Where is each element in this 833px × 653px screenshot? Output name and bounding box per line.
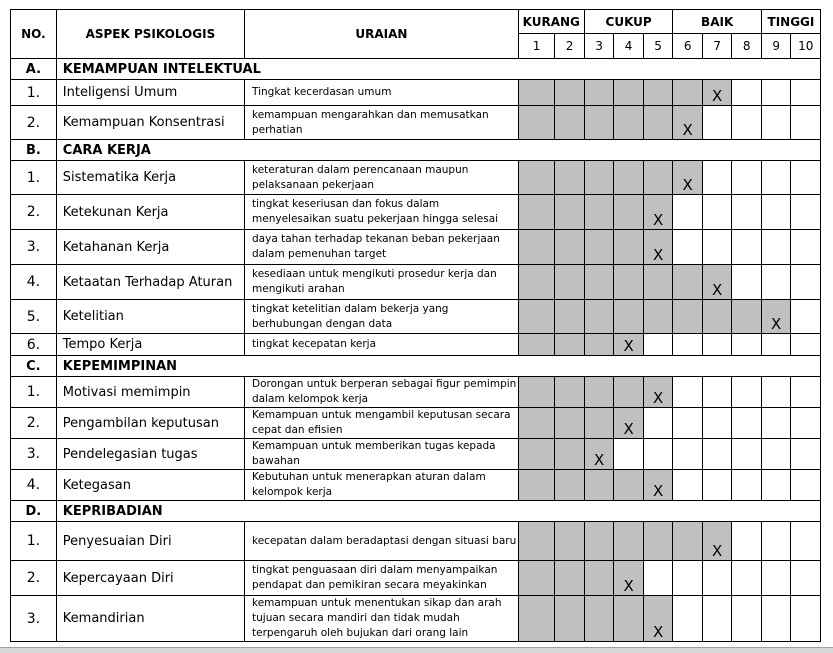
aspect-description: daya tahan terhadap tekanan beban pekerjaan dalam pemenuhan target xyxy=(245,230,519,265)
section-row xyxy=(11,59,821,80)
score-mark: X xyxy=(712,542,723,560)
header-aspek: ASPEK PSIKOLOGIS xyxy=(56,10,244,59)
score-cell-10 xyxy=(791,408,821,439)
row-number: 3. xyxy=(11,596,57,642)
score-cell-7 xyxy=(702,265,732,300)
score-cell-8 xyxy=(732,408,762,439)
score-mark: X xyxy=(712,87,723,105)
score-mark: X xyxy=(652,211,664,229)
score-cell-6 xyxy=(673,300,703,334)
score-cell-10 xyxy=(791,334,821,356)
score-cell-7 xyxy=(702,300,732,334)
score-cell-8 xyxy=(732,161,762,195)
row-number: 2. xyxy=(11,408,57,439)
score-cell-4 xyxy=(614,161,644,195)
scale-3: 3 xyxy=(584,34,614,59)
score-cell-3 xyxy=(584,230,614,265)
score-cell-2 xyxy=(555,470,585,501)
header-tinggi: TINGGI xyxy=(761,10,820,34)
score-cell-3 xyxy=(584,265,614,300)
scale-4: 4 xyxy=(614,34,644,59)
score-cell-4 xyxy=(614,408,644,439)
score-cell-9 xyxy=(761,195,791,230)
score-cell-8 xyxy=(732,377,762,408)
score-cell-3 xyxy=(584,334,614,356)
score-cell-3 xyxy=(584,561,614,596)
score-mark: X xyxy=(682,176,693,194)
score-cell-8 xyxy=(732,265,762,300)
table-row xyxy=(11,377,821,408)
score-cell-6 xyxy=(673,334,703,356)
score-cell-7 xyxy=(702,195,732,230)
section-row xyxy=(11,356,821,377)
aspect-description: Kebutuhan untuk menerapkan aturan dalam kelompok kerja xyxy=(245,470,519,501)
aspect-name: Pengambilan keputusan xyxy=(56,408,244,439)
score-cell-9 xyxy=(761,596,791,642)
score-cell-3 xyxy=(584,161,614,195)
section-title: KEPRIBADIAN xyxy=(56,501,518,522)
table-row xyxy=(11,265,821,300)
score-mark: X xyxy=(623,577,634,595)
aspect-description: kecepatan dalam beradaptasi dengan situasi baru xyxy=(245,522,519,561)
score-cell-7 xyxy=(702,561,732,596)
score-cell-3 xyxy=(584,439,614,470)
score-mark: X xyxy=(652,623,664,641)
scale-1: 1 xyxy=(518,34,555,59)
aspect-name: Tempo Kerja xyxy=(56,334,244,356)
score-cell-8 xyxy=(732,80,762,106)
score-cell-6 xyxy=(673,470,703,501)
score-cell-1 xyxy=(518,80,555,106)
scale-2: 2 xyxy=(555,34,585,59)
score-cell-10 xyxy=(791,470,821,501)
section-number: D. xyxy=(11,501,57,522)
score-cell-4 xyxy=(614,106,644,140)
row-number: 4. xyxy=(11,470,57,501)
row-number: 2. xyxy=(11,106,57,140)
score-cell-10 xyxy=(791,561,821,596)
row-number: 2. xyxy=(11,561,57,596)
score-cell-6 xyxy=(673,439,703,470)
score-mark: X xyxy=(623,420,634,438)
score-cell-2 xyxy=(555,377,585,408)
score-cell-2 xyxy=(555,334,585,356)
score-cell-6 xyxy=(673,522,703,561)
score-cell-5 xyxy=(643,596,673,642)
aspect-description: Kemampuan untuk mengambil keputusan secara cepat dan efisien xyxy=(245,408,519,439)
score-cell-2 xyxy=(555,80,585,106)
score-cell-8 xyxy=(732,470,762,501)
aspect-name: Kepercayaan Diri xyxy=(56,561,244,596)
section-filler xyxy=(518,140,820,161)
table-row xyxy=(11,161,821,195)
score-cell-4 xyxy=(614,195,644,230)
aspect-name: Sistematika Kerja xyxy=(56,161,244,195)
aspect-name: Penyesuaian Diri xyxy=(56,522,244,561)
score-cell-10 xyxy=(791,439,821,470)
aspect-name: Ketaatan Terhadap Aturan xyxy=(56,265,244,300)
aspect-description: tingkat ketelitian dalam bekerja yang berhubungan dengan data xyxy=(245,300,519,334)
table-row xyxy=(11,596,821,642)
score-cell-4 xyxy=(614,334,644,356)
score-cell-2 xyxy=(555,230,585,265)
score-cell-4 xyxy=(614,80,644,106)
score-cell-2 xyxy=(555,195,585,230)
aspect-name: Motivasi memimpin xyxy=(56,377,244,408)
score-cell-10 xyxy=(791,300,821,334)
section-number: C. xyxy=(11,356,57,377)
score-cell-5 xyxy=(643,408,673,439)
score-cell-1 xyxy=(518,265,555,300)
score-cell-5 xyxy=(643,334,673,356)
score-cell-3 xyxy=(584,596,614,642)
score-cell-1 xyxy=(518,300,555,334)
score-cell-1 xyxy=(518,195,555,230)
score-cell-2 xyxy=(555,161,585,195)
score-cell-10 xyxy=(791,230,821,265)
table-body xyxy=(11,59,821,642)
score-cell-10 xyxy=(791,522,821,561)
score-cell-10 xyxy=(791,106,821,140)
score-cell-1 xyxy=(518,408,555,439)
row-number: 3. xyxy=(11,439,57,470)
score-cell-3 xyxy=(584,377,614,408)
score-mark: X xyxy=(682,121,693,139)
score-cell-5 xyxy=(643,439,673,470)
score-cell-2 xyxy=(555,439,585,470)
score-cell-10 xyxy=(791,265,821,300)
table-row xyxy=(11,106,821,140)
score-cell-8 xyxy=(732,195,762,230)
table-row xyxy=(11,439,821,470)
section-number: A. xyxy=(11,59,57,80)
scale-8: 8 xyxy=(732,34,762,59)
score-cell-4 xyxy=(614,377,644,408)
table-row xyxy=(11,195,821,230)
score-cell-9 xyxy=(761,230,791,265)
score-cell-1 xyxy=(518,439,555,470)
score-cell-9 xyxy=(761,408,791,439)
score-cell-10 xyxy=(791,80,821,106)
score-cell-6 xyxy=(673,408,703,439)
score-mark: X xyxy=(652,246,664,264)
score-mark: X xyxy=(771,315,782,333)
score-cell-10 xyxy=(791,161,821,195)
table-row xyxy=(11,470,821,501)
row-number: 1. xyxy=(11,161,57,195)
score-cell-1 xyxy=(518,161,555,195)
score-cell-7 xyxy=(702,230,732,265)
score-cell-1 xyxy=(518,522,555,561)
score-cell-4 xyxy=(614,470,644,501)
score-cell-5 xyxy=(643,230,673,265)
score-mark: X xyxy=(712,281,723,299)
score-cell-8 xyxy=(732,596,762,642)
aspect-name: Ketahanan Kerja xyxy=(56,230,244,265)
score-cell-9 xyxy=(761,80,791,106)
score-cell-5 xyxy=(643,265,673,300)
score-cell-3 xyxy=(584,195,614,230)
score-cell-4 xyxy=(614,561,644,596)
score-cell-2 xyxy=(555,106,585,140)
section-title: KEPEMIMPINAN xyxy=(56,356,518,377)
score-cell-1 xyxy=(518,230,555,265)
row-number: 1. xyxy=(11,80,57,106)
section-row xyxy=(11,140,821,161)
score-cell-2 xyxy=(555,408,585,439)
score-cell-4 xyxy=(614,439,644,470)
score-cell-7 xyxy=(702,334,732,356)
section-filler xyxy=(518,59,820,80)
section-filler xyxy=(518,501,820,522)
aspect-description: keteraturan dalam perencanaan maupun pelaksanaan pekerjaan xyxy=(245,161,519,195)
score-cell-6 xyxy=(673,561,703,596)
score-cell-1 xyxy=(518,334,555,356)
assessment-table xyxy=(10,9,821,642)
score-cell-9 xyxy=(761,561,791,596)
score-mark: X xyxy=(623,337,634,355)
header-uraian: URAIAN xyxy=(245,10,519,59)
table-row xyxy=(11,230,821,265)
score-cell-3 xyxy=(584,80,614,106)
row-number: 1. xyxy=(11,522,57,561)
row-number: 3. xyxy=(11,230,57,265)
score-cell-1 xyxy=(518,106,555,140)
header-kurang: KURANG xyxy=(518,10,584,34)
header-no: NO. xyxy=(11,10,57,59)
table-row xyxy=(11,80,821,106)
aspect-name: Ketegasan xyxy=(56,470,244,501)
score-cell-10 xyxy=(791,596,821,642)
section-title: KEMAMPUAN INTELEKTUAL xyxy=(56,59,518,80)
row-number: 1. xyxy=(11,377,57,408)
table-row xyxy=(11,300,821,334)
score-cell-9 xyxy=(761,106,791,140)
score-cell-3 xyxy=(584,106,614,140)
score-cell-4 xyxy=(614,522,644,561)
score-cell-5 xyxy=(643,195,673,230)
score-cell-9 xyxy=(761,522,791,561)
score-cell-2 xyxy=(555,561,585,596)
score-cell-9 xyxy=(761,377,791,408)
score-cell-6 xyxy=(673,80,703,106)
score-cell-9 xyxy=(761,334,791,356)
header-baik: BAIK xyxy=(673,10,762,34)
aspect-description: Dorongan untuk berperan sebagai figur pemimpin dalam kelompok kerja xyxy=(245,377,519,408)
score-cell-5 xyxy=(643,106,673,140)
score-cell-4 xyxy=(614,230,644,265)
score-cell-6 xyxy=(673,377,703,408)
score-cell-8 xyxy=(732,522,762,561)
scale-5: 5 xyxy=(643,34,673,59)
score-cell-7 xyxy=(702,408,732,439)
score-cell-3 xyxy=(584,300,614,334)
score-cell-2 xyxy=(555,596,585,642)
aspect-name: Pendelegasian tugas xyxy=(56,439,244,470)
score-cell-7 xyxy=(702,80,732,106)
score-cell-5 xyxy=(643,377,673,408)
score-cell-4 xyxy=(614,300,644,334)
header-cukup: CUKUP xyxy=(584,10,673,34)
score-cell-7 xyxy=(702,161,732,195)
score-cell-8 xyxy=(732,334,762,356)
table-row xyxy=(11,561,821,596)
score-cell-5 xyxy=(643,161,673,195)
score-cell-8 xyxy=(732,439,762,470)
score-cell-6 xyxy=(673,230,703,265)
score-cell-2 xyxy=(555,300,585,334)
score-cell-7 xyxy=(702,106,732,140)
score-cell-9 xyxy=(761,470,791,501)
score-cell-10 xyxy=(791,195,821,230)
aspect-description: kesediaan untuk mengikuti prosedur kerja dan mengikuti arahan xyxy=(245,265,519,300)
score-cell-9 xyxy=(761,161,791,195)
aspect-name: Ketelitian xyxy=(56,300,244,334)
score-cell-8 xyxy=(732,561,762,596)
score-cell-7 xyxy=(702,377,732,408)
score-cell-1 xyxy=(518,377,555,408)
aspect-description: kemampuan untuk menentukan sikap dan arah tujuan secara mandiri dan tidak mudah terpengaruh oleh bujukan dari orang lain xyxy=(245,596,519,642)
score-mark: X xyxy=(652,482,664,500)
table-row xyxy=(11,334,821,356)
score-cell-6 xyxy=(673,106,703,140)
score-cell-7 xyxy=(702,439,732,470)
score-cell-1 xyxy=(518,470,555,501)
aspect-description: kemampuan mengarahkan dan memusatkan perhatian xyxy=(245,106,519,140)
score-mark: X xyxy=(593,451,605,469)
row-number: 4. xyxy=(11,265,57,300)
aspect-description: Tingkat kecerdasan umum xyxy=(245,80,519,106)
score-cell-5 xyxy=(643,561,673,596)
score-cell-3 xyxy=(584,408,614,439)
row-number: 6. xyxy=(11,334,57,356)
score-cell-7 xyxy=(702,470,732,501)
score-cell-8 xyxy=(732,300,762,334)
score-cell-1 xyxy=(518,596,555,642)
score-cell-4 xyxy=(614,596,644,642)
aspect-description: tingkat penguasaan diri dalam menyampaikan pendapat dan pemikiran secara meyakinkan xyxy=(245,561,519,596)
aspect-name: Kemandirian xyxy=(56,596,244,642)
score-cell-6 xyxy=(673,265,703,300)
score-cell-2 xyxy=(555,522,585,561)
score-cell-1 xyxy=(518,561,555,596)
scale-7: 7 xyxy=(702,34,732,59)
score-cell-5 xyxy=(643,470,673,501)
score-mark: X xyxy=(652,389,664,407)
aspect-name: Ketekunan Kerja xyxy=(56,195,244,230)
score-cell-2 xyxy=(555,265,585,300)
aspect-description: Kemampuan untuk memberikan tugas kepada bawahan xyxy=(245,439,519,470)
aspect-description: tingkat keseriusan dan fokus dalam menyelesaikan suatu pekerjaan hingga selesai xyxy=(245,195,519,230)
score-cell-9 xyxy=(761,439,791,470)
aspect-name: Inteligensi Umum xyxy=(56,80,244,106)
score-cell-5 xyxy=(643,522,673,561)
score-cell-6 xyxy=(673,195,703,230)
scale-10: 10 xyxy=(791,34,821,59)
score-cell-9 xyxy=(761,300,791,334)
table-row xyxy=(11,408,821,439)
section-title: CARA KERJA xyxy=(56,140,518,161)
score-cell-7 xyxy=(702,596,732,642)
row-number: 5. xyxy=(11,300,57,334)
score-cell-3 xyxy=(584,470,614,501)
section-row xyxy=(11,501,821,522)
section-filler xyxy=(518,356,820,377)
score-cell-9 xyxy=(761,265,791,300)
score-cell-6 xyxy=(673,161,703,195)
score-cell-4 xyxy=(614,265,644,300)
score-cell-8 xyxy=(732,106,762,140)
score-cell-7 xyxy=(702,522,732,561)
aspect-description: tingkat kecepatan kerja xyxy=(245,334,519,356)
score-cell-6 xyxy=(673,596,703,642)
scale-9: 9 xyxy=(761,34,791,59)
section-number: B. xyxy=(11,140,57,161)
scale-6: 6 xyxy=(673,34,703,59)
score-cell-5 xyxy=(643,300,673,334)
aspect-name: Kemampuan Konsentrasi xyxy=(56,106,244,140)
row-number: 2. xyxy=(11,195,57,230)
score-cell-10 xyxy=(791,377,821,408)
score-cell-8 xyxy=(732,230,762,265)
horizontal-scrollbar[interactable] xyxy=(0,647,833,653)
score-cell-3 xyxy=(584,522,614,561)
score-cell-5 xyxy=(643,80,673,106)
table-row xyxy=(11,522,821,561)
